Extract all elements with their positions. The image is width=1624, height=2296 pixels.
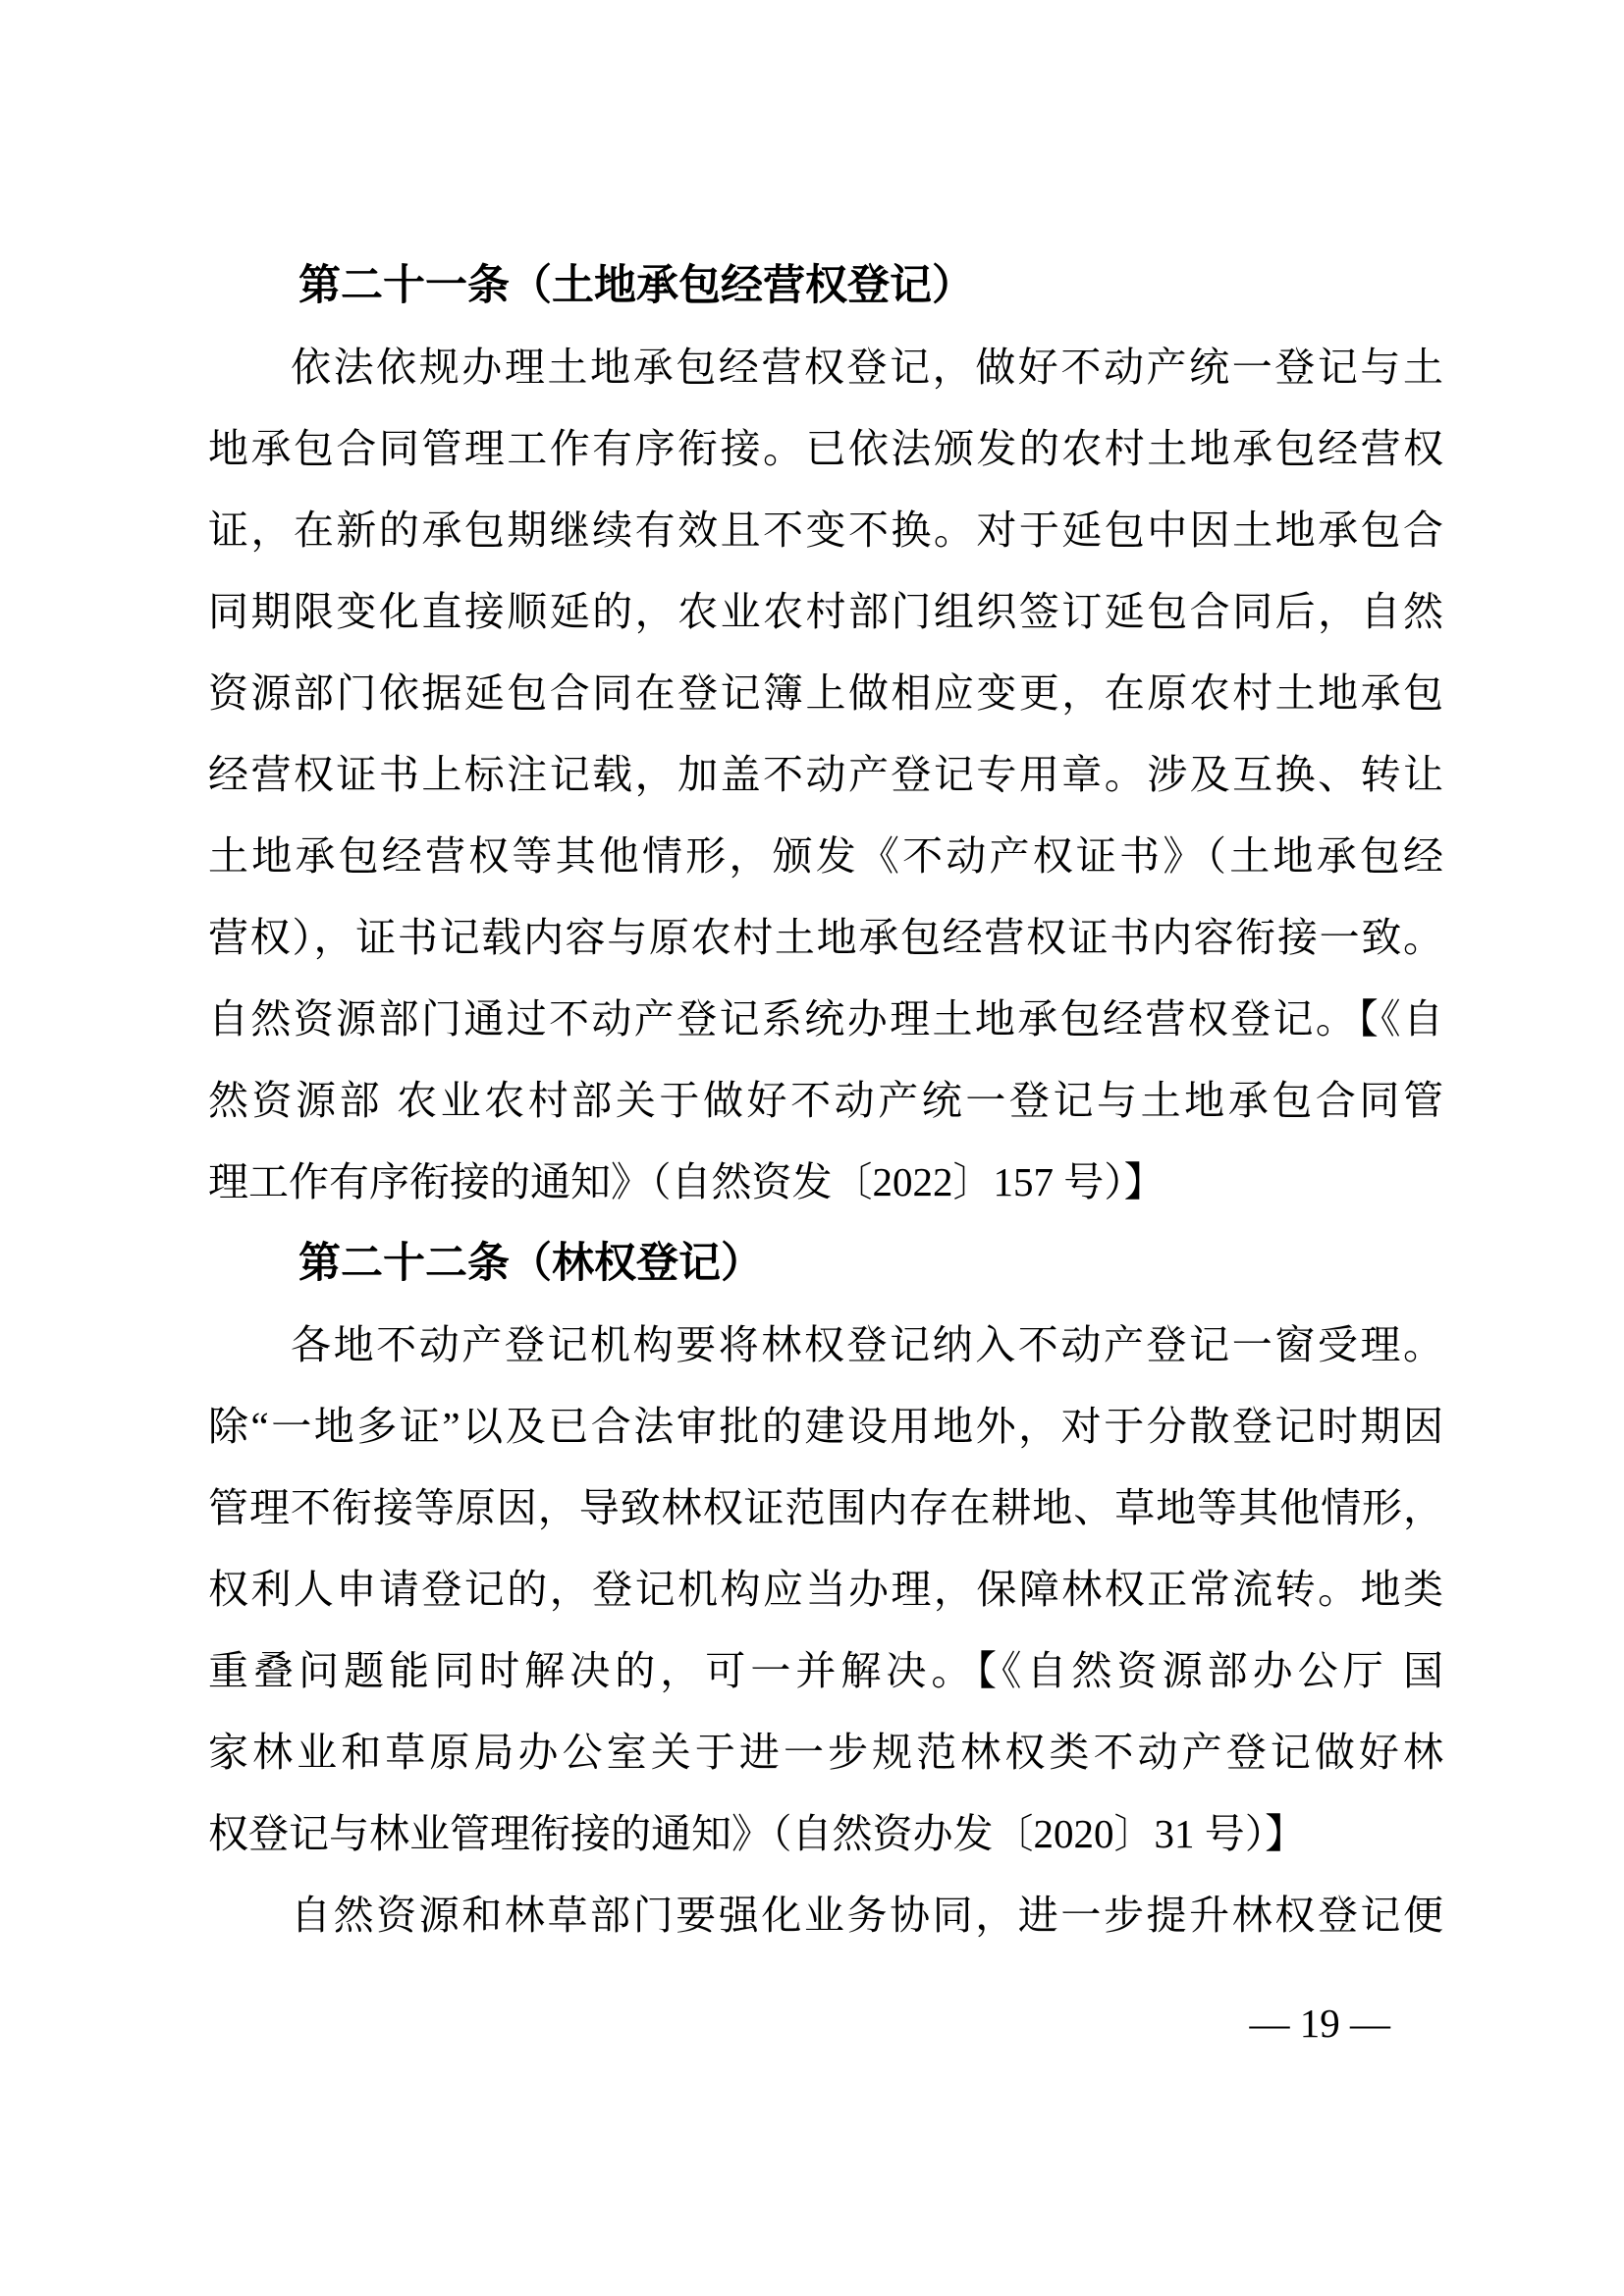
body-line: 重叠问题能同时解决的，可一并解决。【《自然资源部办公厅 国 <box>208 1648 1443 1693</box>
body-line: 除“一地多证”以及已合法审批的建设用地外，对于分散登记时期因 <box>208 1404 1443 1449</box>
body-line: 经营权证书上标注记载，加盖不动产登记专用章。涉及互换、转让 <box>208 752 1443 797</box>
body-line: 证，在新的承包期继续有效且不变不换。对于延包中因土地承包合 <box>208 507 1443 553</box>
body-line: 同期限变化直接顺延的，农业农村部门组织签订延包合同后，自然 <box>208 589 1443 634</box>
body-line: 依法依规办理土地承包经营权登记，做好不动产统一登记与土 <box>291 345 1443 390</box>
body-line: 自然资源和林草部门要强化业务协同，进一步提升林权登记便 <box>291 1893 1443 1938</box>
body-line-citation: 理工作有序衔接的通知》（自然资发〔2022〕157 号）】 <box>208 1159 1164 1204</box>
body-line: 土地承包经营权等其他情形，颁发《不动产权证书》（土地承包经 <box>208 833 1443 879</box>
body-line: 地承包合同管理工作有序衔接。已依法颁发的农村土地承包经营权 <box>208 426 1443 471</box>
body-line: 自然资源部门通过不动产登记系统办理土地承包经营权登记。【《自 <box>208 996 1443 1041</box>
body-line: 各地不动产登记机构要将林权登记纳入不动产登记一窗受理。 <box>291 1322 1443 1367</box>
article-22-heading: 第二十二条（林权登记） <box>298 1240 763 1287</box>
body-line: 然资源部 农业农村部关于做好不动产统一登记与土地承包合同管 <box>208 1078 1443 1123</box>
body-line-citation: 权登记与林业管理衔接的通知》（自然资办发〔2020〕31 号）】 <box>208 1811 1306 1856</box>
body-line: 家林业和草原局办公室关于进一步规范林权类不动产登记做好林 <box>208 1730 1443 1775</box>
article-21-heading: 第二十一条（土地承包经营权登记） <box>298 262 974 309</box>
body-line: 权利人申请登记的，登记机构应当办理，保障林权正常流转。地类 <box>208 1567 1443 1612</box>
body-line: 资源部门依据延包合同在登记簿上做相应变更，在原农村土地承包 <box>208 670 1443 716</box>
text-column <box>208 245 1443 1956</box>
page-number: — 19 — <box>1249 2001 1390 2046</box>
body-line: 管理不衔接等原因，导致林权证范围内存在耕地、草地等其他情形， <box>208 1485 1443 1530</box>
body-line: 营权），证书记载内容与原农村土地承包经营权证书内容衔接一致。 <box>208 915 1443 960</box>
